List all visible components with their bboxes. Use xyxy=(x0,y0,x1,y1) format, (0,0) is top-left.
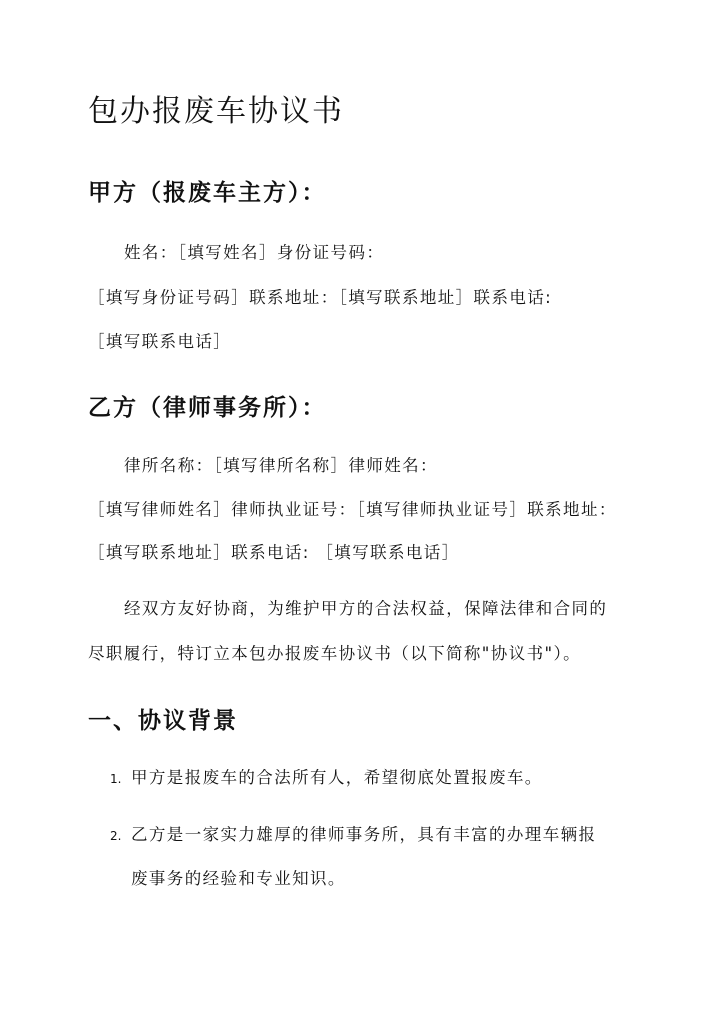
party-a-line: ［填写联系电话］ xyxy=(88,332,232,351)
document-title: 包办报废车协议书 xyxy=(88,94,344,129)
list-item: 乙方是一家实力雄厚的律师事务所，具有丰富的办理车辆报 xyxy=(131,825,597,844)
party-b-line: ［填写律师姓名］律师执业证号：［填写律师执业证号］联系地址： xyxy=(88,500,617,519)
party-a-line: 姓名：［填写姓名］身份证号码： xyxy=(124,243,385,262)
party-b-line: ［填写联系地址］联系电话: ［填写联系电话］ xyxy=(88,543,460,562)
party-b-line: 律所名称：［填写律所名称］律师姓名： xyxy=(124,456,438,475)
section-1-heading: 一、协议背景 xyxy=(88,707,238,734)
party-b-heading: 乙方（律师事务所）： xyxy=(88,394,327,421)
intro-line: 尽职履行，特订立本包办报废车协议书（以下简称"协议书"）。 xyxy=(88,644,582,663)
list-item-number: 1. xyxy=(110,772,122,786)
party-a-line: ［填写身份证号码］联系地址：［填写联系地址］联系电话: xyxy=(88,288,553,307)
list-item: 甲方是报废车的合法所有人，希望彻底处置报废车。 xyxy=(131,768,543,787)
party-a-heading: 甲方（报废车主方）： xyxy=(88,179,327,206)
list-item-continuation: 废事务的经验和专业知识。 xyxy=(131,869,346,888)
intro-line: 经双方友好协商，为维护甲方的合法权益，保障法律和合同的 xyxy=(124,599,608,618)
list-item-number: 2. xyxy=(110,829,122,843)
